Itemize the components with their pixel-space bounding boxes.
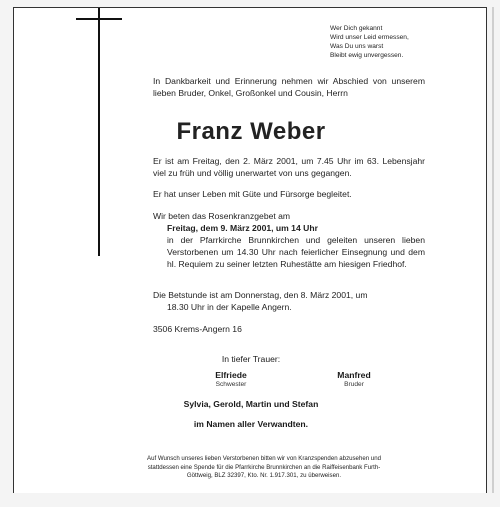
betstunde-line-2: 18.30 Uhr in der Kapelle Angern.: [167, 302, 292, 312]
deceased-name: Franz Weber: [176, 118, 326, 145]
prayer-intro: Wir beten das Rosenkranzgebet am: [153, 211, 291, 221]
other-relatives: Sylvia, Gerold, Martin und Stefan: [183, 399, 319, 409]
prayer-date: Freitag, dem 9. März 2001, um 14 Uhr: [167, 223, 318, 233]
all-relatives-line: im Namen aller Verwandten.: [193, 419, 309, 429]
relative-name: Elfriede: [215, 370, 247, 380]
obituary-page: [13, 7, 487, 493]
relative-relation: Schwester: [215, 381, 247, 388]
mourning-heading: In tiefer Trauer:: [221, 354, 281, 364]
address: 3506 Krems-Angern 16: [153, 324, 242, 334]
betstunde-paragraph: [153, 289, 425, 313]
relative-item: [186, 370, 276, 388]
prayer-details: in der Pfarrkirche Brunnkirchen und geleiten unseren lieben Verstorbenen um 14.30 Uhr nach feierlicher Einsegnung und dem hl. Requiem zu seiner letzten Ruhestätte am hiesigen Friedhof.: [167, 235, 425, 269]
betstunde-line-1: Die Betstunde ist am Donnerstag, den 8. März 2001, um: [153, 290, 368, 300]
motto-line: Bleibt ewig unvergessen.: [330, 52, 404, 59]
intro-paragraph: In Dankbarkeit und Erinnerung nehmen wir Abschied von unserem lieben Bruder, Onkel, Großonkel und Cousin, Herrn: [153, 76, 425, 98]
motto-line: Wer Dich gekannt: [330, 25, 383, 32]
relative-item: [309, 370, 399, 388]
page-edge-shadow: [492, 7, 494, 493]
cross-horizontal-bar: [76, 18, 122, 20]
relative-name: Manfred: [337, 370, 371, 380]
prayer-paragraph: [153, 210, 425, 270]
death-paragraph: Er ist am Freitag, den 2. März 2001, um 7.45 Uhr im 63. Lebensjahr viel zu früh und völlig unerwartet von uns gegangen.: [153, 156, 425, 178]
donation-note: Auf Wunsch unseres lieben Verstorbenen bitten wir von Kranzspenden abzusehen und stattdessen eine Spende für die Pfarrkirche Brunnkirchen an die Raiffeisenbank Furth-Göttweig, BLZ 32397, Kto. Nr. 1.917.301, zu überweisen.: [147, 455, 381, 480]
motto-line: Was Du uns warst: [330, 43, 384, 50]
relative-relation: Bruder: [344, 381, 364, 388]
motto-verse: [330, 24, 409, 60]
motto-line: Wird unser Leid ermessen,: [330, 34, 409, 41]
life-paragraph: Er hat unser Leben mit Güte und Fürsorge begleitet.: [153, 189, 352, 199]
